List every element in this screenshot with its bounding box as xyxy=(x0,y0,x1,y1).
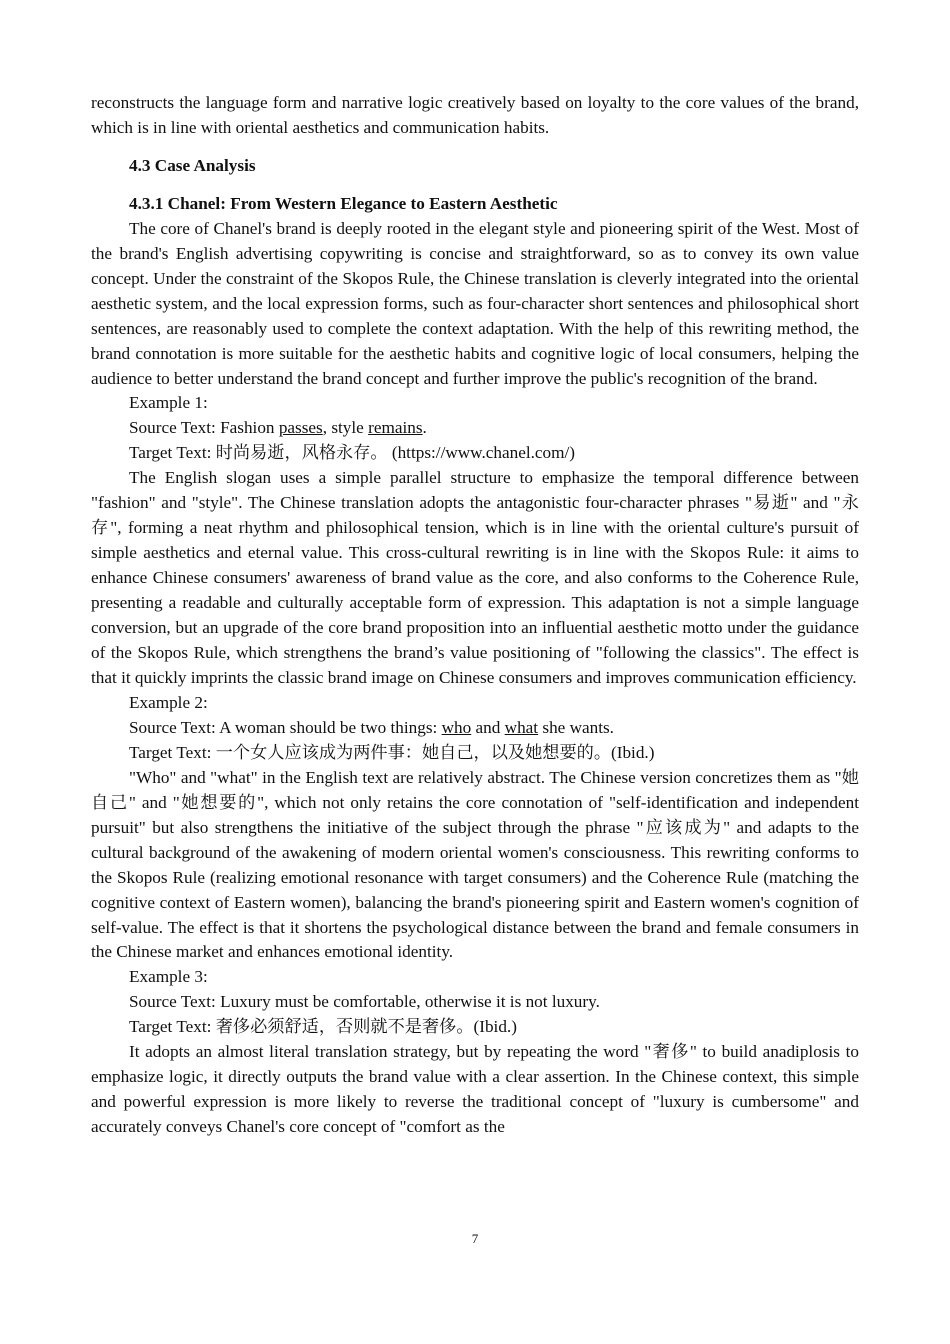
example-2-label: Example 2: xyxy=(129,692,208,712)
underlined-word: what xyxy=(504,717,539,737)
paragraph-intro-continuation: reconstructs the language form and narrative logic creatively based on loyalty to the core values of the brand, which is in line with oriental aesthetics and communication habits. xyxy=(91,93,859,137)
source-text-prefix: Source Text: A woman should be two things: xyxy=(129,717,442,737)
paragraph-example-3-analysis: It adopts an almost literal translation strategy, but by repeating the word "奢侈" to build anadiplosis to emphasize logic, it directly outputs the brand value with a clear assertion. In the Chinese context, this simple and powerful expression is more likely to reverse the traditional concept of "luxury is cumbersome" and accurately conveys Chanel's core concept of "comfort as the xyxy=(91,1042,859,1137)
underlined-word: who xyxy=(441,717,472,737)
source-text-end: . xyxy=(422,418,427,438)
document-page xyxy=(91,91,859,1140)
paragraph-example-2-analysis: "Who" and "what" in the English text are relatively abstract. The Chinese version concretizes them as "她自己" and "她想要的", which not only retains the core connotation of "self-identification and independent pursuit" but also strengthens the initiative of the subject through the phrase "应该成为" and adapts to the cultural background of the awakening of modern oriental women's consciousness. This rewriting conforms to the Skopos Rule (realizing emotional resonance with target consumers) and the Coherence Rule (matching the cognitive context of Eastern women), balancing the brand's pioneering spirit and Eastern women's cognition of self-value. The effect is that it shortens the psychological distance between the brand and female consumers in the Chinese market and enhances emotional identity. xyxy=(91,767,859,962)
example-3-label: Example 3: xyxy=(129,967,208,987)
source-text-end: she wants. xyxy=(538,717,614,737)
example-1-target-text: Target Text: 时尚易逝，风格永存。 (https://www.chanel.com/) xyxy=(129,443,575,463)
source-text-middle: , style xyxy=(322,418,369,438)
example-1-label: Example 1: xyxy=(129,393,208,413)
page-number: 7 xyxy=(471,1231,479,1246)
source-text-prefix: Source Text: Fashion xyxy=(129,418,279,438)
paragraph-chanel-core: The core of Chanel's brand is deeply rooted in the elegant style and pioneering spirit of the West. Most of the brand's English advertising copywriting is concise and straightforward, so as to convey its own value concept. Under the constraint of the Skopos Rule, the Chinese translation is cleverly integrated into the oriental aesthetic system, and the local expression forms, such as four-character short sentences and philosophical short sentences, are reasonably used to complete the context adaptation. With the help of this rewriting method, the brand connotation is more suitable for the aesthetic habits and cognitive logic of local consumers, helping the audience to better understand the brand concept and further improve the public's recognition of the brand. xyxy=(91,218,859,388)
subsection-heading-4-3-1: 4.3.1 Chanel: From Western Elegance to Eastern Aesthetic xyxy=(129,193,558,213)
example-2-target-text: Target Text: 一个女人应该成为两件事：她自己，以及她想要的。(Ibid.) xyxy=(129,742,655,762)
paragraph-example-1-analysis: The English slogan uses a simple parallel structure to emphasize the temporal difference between "fashion" and "style". The Chinese translation adopts the antagonistic four-character phrases "易逝" and "永存", forming a neat rhythm and philosophical tension, which is in line with the oriental culture's pursuit of simple aesthetics and eternal value. This cross-cultural rewriting is in line with the Skopos Rule: it aims to enhance Chinese consumers' awareness of brand value as the core, and also conforms to the Coherence Rule, presenting a readable and culturally acceptable form of expression. This adaptation is not a simple language conversion, but an upgrade of the core brand proposition into an influential aesthetic motto under the guidance of the Skopos Rule, which strengthens the brand’s value positioning of "following the classics". The effect is that it quickly imprints the classic brand image on Chinese consumers and improves communication efficiency. xyxy=(91,468,859,687)
source-text-middle: and xyxy=(471,717,505,737)
section-heading-4-3: 4.3 Case Analysis xyxy=(129,155,256,175)
underlined-word: remains xyxy=(368,418,423,438)
underlined-word: passes xyxy=(278,418,323,438)
example-2-source-text xyxy=(91,716,859,741)
example-3-source-text: Source Text: Luxury must be comfortable, otherwise it is not luxury. xyxy=(129,992,600,1012)
example-1-source-text xyxy=(91,416,859,441)
example-3-target-text: Target Text: 奢侈必须舒适，否则就不是奢侈。(Ibid.) xyxy=(129,1017,517,1037)
